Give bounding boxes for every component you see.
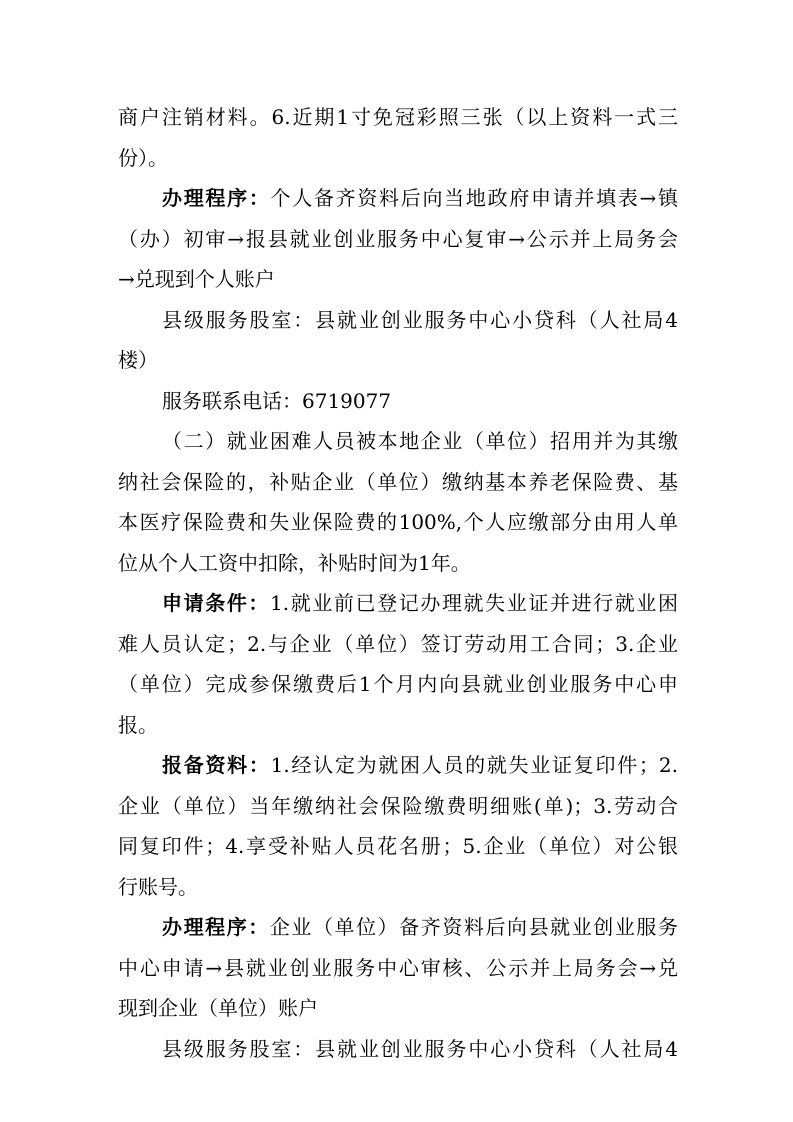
paragraph-procedure-enterprise <box>118 907 678 948</box>
line-text: （二）就业困难人员被本地企业（单位）招用并为其缴 <box>162 429 678 453</box>
line-text: 楼） <box>118 348 158 372</box>
line-text: 行账号。 <box>118 874 198 899</box>
line-text: 服务联系电话：6719077 <box>162 388 392 413</box>
text-line <box>118 948 678 989</box>
text-line <box>118 97 678 138</box>
section-label: 办理程序： <box>162 915 270 939</box>
service-office-line <box>118 300 678 341</box>
service-office-line <box>118 1029 678 1070</box>
paragraph-filing-materials <box>118 745 678 786</box>
text-line <box>118 826 678 867</box>
paragraph-application-conditions <box>118 583 678 624</box>
section-label: 报备资料： <box>162 753 271 777</box>
paragraph-procedure-personal <box>118 178 678 219</box>
line-text: （单位）完成参保缴费后1个月内向县就业创业服务中心申 <box>118 672 678 696</box>
section-label: 办理程序： <box>162 186 271 210</box>
line-text: 商户注销材料。6.近期1寸免冠彩照三张（以上资料一式三 <box>118 105 678 129</box>
text-line <box>118 705 678 746</box>
service-phone-line <box>118 381 678 422</box>
line-text: 1.经认定为就困人员的就失业证复印件；2. <box>270 753 678 777</box>
line-text: 本医疗保险费和失业保险费的100%,个人应缴部分由用人单 <box>118 510 678 534</box>
text-line <box>118 867 678 908</box>
line-text: 县级服务股室：县就业创业服务中心小贷科（人社局4 <box>162 1036 678 1061</box>
text-line <box>118 988 678 1029</box>
line-text: →兑现到个人账户 <box>118 267 275 291</box>
line-text: 位从个人工资中扣除，补贴时间为1年。 <box>118 550 471 575</box>
text-line <box>118 624 678 665</box>
text-line <box>118 340 678 381</box>
document-page <box>118 97 678 1069</box>
section-heading-two <box>118 421 678 462</box>
text-line <box>118 502 678 543</box>
text-line <box>118 219 678 260</box>
line-text: 企业（单位）备齐资料后向县就业创业服务 <box>269 915 678 939</box>
text-line <box>118 138 678 179</box>
text-line <box>118 786 678 827</box>
line-text: 个人备齐资料后向当地政府申请并填表→镇 <box>270 186 678 210</box>
line-text: 现到企业（单位）账户 <box>118 996 318 1020</box>
line-text: 1.就业前已登记办理就失业证并进行就业困 <box>270 591 678 615</box>
line-text: 份）。 <box>118 145 168 170</box>
text-line <box>118 543 678 584</box>
line-text: 同复印件；4.享受补贴人员花名册；5.企业（单位）对公银 <box>118 834 678 858</box>
line-text: 县级服务股室：县就业创业服务中心小贷科（人社局4 <box>162 307 678 332</box>
line-text: （办）初审→报县就业创业服务中心复审→公示并上局务会 <box>118 226 678 251</box>
line-text: 纳社会保险的，补贴企业（单位）缴纳基本养老保险费、基 <box>118 469 678 494</box>
text-line <box>118 664 678 705</box>
line-text: 难人员认定；2.与企业（单位）签订劳动用工合同；3.企业 <box>118 631 678 656</box>
text-line <box>118 462 678 503</box>
line-text: 报。 <box>118 712 158 737</box>
text-line <box>118 259 678 300</box>
section-label: 申请条件： <box>162 591 271 615</box>
line-text: 企业（单位）当年缴纳社会保险缴费明细账(单)；3.劳动合 <box>118 793 678 818</box>
line-text: 中心申请→县就业创业服务中心审核、公示并上局务会→兑 <box>118 955 678 980</box>
